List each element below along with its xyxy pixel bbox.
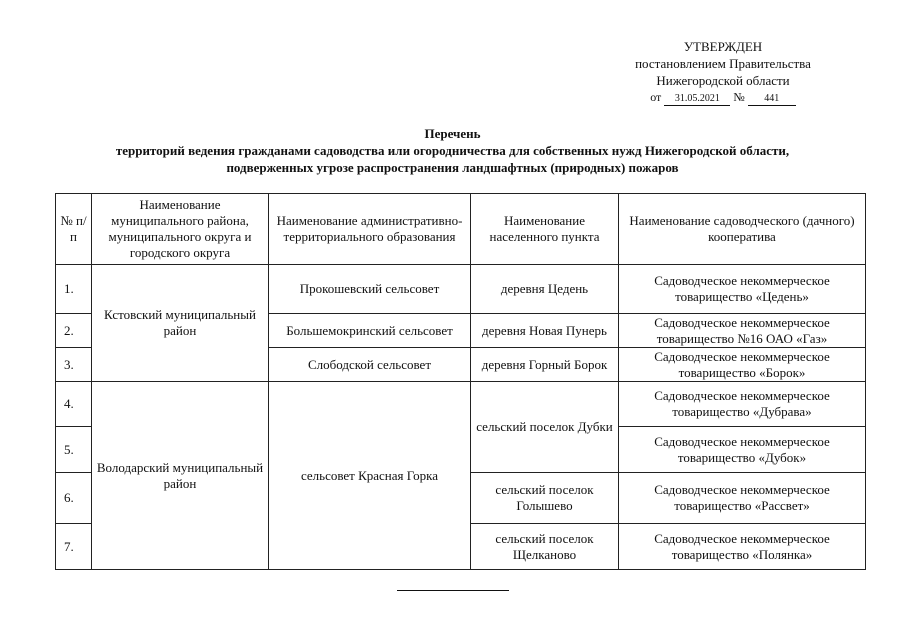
cooperative-cell: Садоводческое некоммерческое товарищество «Цедень» [619,265,866,314]
cooperative-cell: Садоводческое некоммерческое товарищество «Борок» [619,348,866,382]
cooperative-cell: Садоводческое некоммерческое товарищество №16 ОАО «Газ» [619,314,866,348]
settlement-cell: сельский поселок Дубки [471,382,619,473]
row-number: 4. [56,382,92,427]
approval-date: 31.05.2021 [664,92,730,106]
row-number: 1. [56,265,92,314]
approval-heading: УТВЕРЖДЕН [683,39,763,54]
header-number: № п/п [56,194,92,265]
admin-unit-cell: Прокошевский сельсовет [269,265,471,314]
row-number: 5. [56,427,92,473]
footer-divider [397,590,509,591]
row-number: 2. [56,314,92,348]
district-cell: Володарский муниципальный район [92,382,269,570]
header-admin-unit: Наименование административно-территориального образования [269,194,471,265]
cooperative-cell: Садоводческое некоммерческое товарищество «Дубрава» [619,382,866,427]
territory-table [55,193,866,570]
approval-number: 441 [748,92,796,106]
approval-issuer: постановлением Правительства [635,56,811,71]
table-header-row [56,194,866,265]
row-number: 6. [56,473,92,524]
table-row [56,382,866,427]
settlement-cell: деревня Новая Пунерь [471,314,619,348]
admin-unit-cell: Слободской сельсовет [269,348,471,382]
header-district: Наименование муниципального района, муниципального округа и городского округа [92,194,269,265]
settlement-cell: деревня Горный Борок [471,348,619,382]
approval-date-prefix: от [650,90,662,104]
approval-number-sign: № [733,90,745,104]
cooperative-cell: Садоводческое некоммерческое товарищество «Полянка» [619,524,866,570]
title-line-2: территорий ведения гражданами садоводства или огородничества для собственных нужд Нижегородской области, [115,143,790,158]
cooperative-cell: Садоводческое некоммерческое товарищество «Дубок» [619,427,866,473]
settlement-cell: деревня Цедень [471,265,619,314]
title-line-1: Перечень [424,126,481,141]
header-cooperative: Наименование садоводческого (дачного) кооператива [619,194,866,265]
row-number: 7. [56,524,92,570]
cooperative-cell: Садоводческое некоммерческое товарищество «Рассвет» [619,473,866,524]
approval-date-line [600,89,846,106]
approval-block [600,38,846,106]
approval-region: Нижегородской области [656,73,790,88]
settlement-cell: сельский поселок Щелканово [471,524,619,570]
table-row [56,265,866,314]
title-line-3: подверженных угрозе распространения ландшафтных (природных) пожаров [226,160,679,175]
district-cell: Кстовский муниципальный район [92,265,269,382]
settlement-cell: сельский поселок Голышево [471,473,619,524]
admin-unit-cell: сельсовет Красная Горка [269,382,471,570]
document-title [20,125,885,176]
header-settlement: Наименование населенного пункта [471,194,619,265]
row-number: 3. [56,348,92,382]
admin-unit-cell: Большемокринский сельсовет [269,314,471,348]
